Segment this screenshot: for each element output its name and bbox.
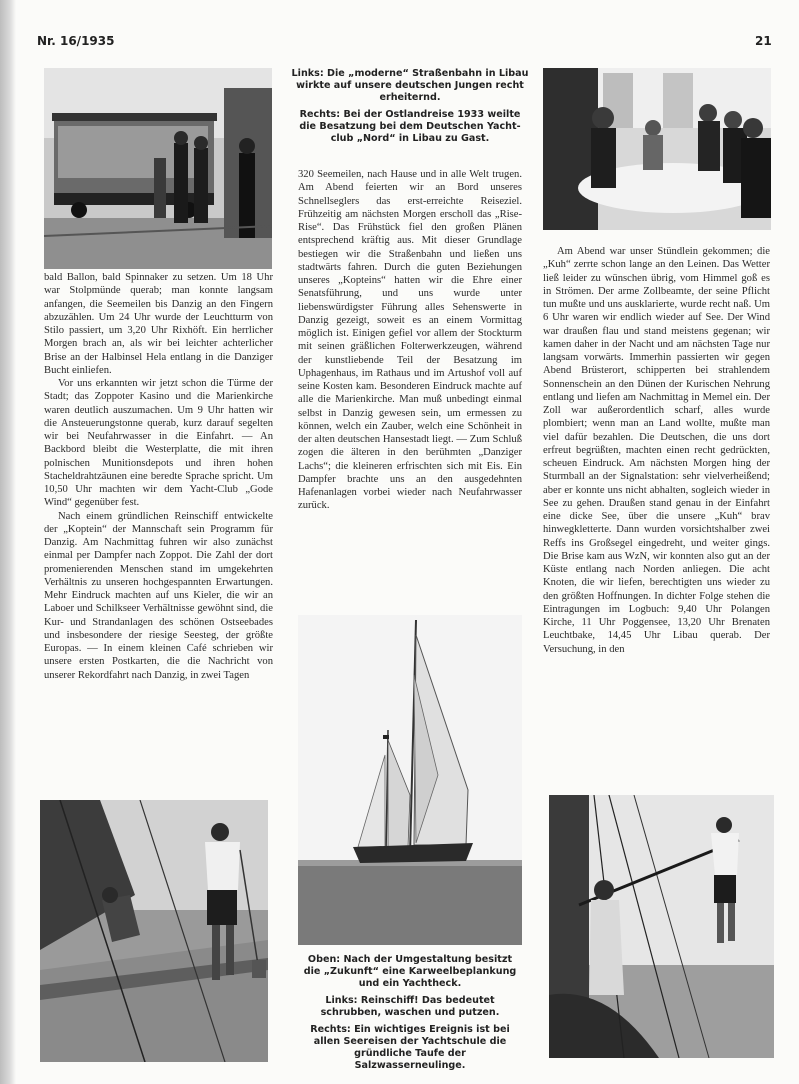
photo-yacht-zukunft <box>298 615 522 945</box>
col1-paragraph-2: Vor uns erkannten wir jetzt schon die Türme der Stadt; das Zoppoter Kasino und die Marienkirche waren deutlich auszumachen. Um 9 Uhr hatten wir die Ansteuerungstonne querab, kurz darauf segelten wir bei Neufahrwasser in die Einfahrt. — An Backbord bleibt die Westerplatte, die mit ihren polnischen Munitionsdepots und ihren hohen Stacheldrahtzäunen eine beredte Sprache spricht. Um 10,50 Uhr machten wir dem Yacht-Club „Gode Wind“ gegenüber fest. <box>44 378 273 509</box>
caption-taufe: Rechts: Ein wichtiges Ereignis ist bei allen Seereisen der Yachtschule die gründliche Taufe der Salzwasserneulinge. <box>310 1024 510 1071</box>
caption-yachtclub: Rechts: Bei der Ostlandreise 1933 weilte die Besatzung bei dem Deutschen Yacht-club „Nord“ in Libau zu Gast. <box>299 109 521 144</box>
issue-number: Nr. 16/1935 <box>37 34 115 48</box>
caption-block-bottom <box>298 954 522 1077</box>
caption-block-top <box>290 68 530 150</box>
caption-reinschiff: Links: Reinschiff! Das bedeutet schrubben, waschen und putzen. <box>320 995 500 1018</box>
col1-paragraph-1: bald Ballon, bald Spinnaker zu setzen. Um 18 Uhr war Stolpmünde querab; man konnte langsam anfangen, die Seemeilen bis Danzig an den Fingern abzuzählen. Um 24 Uhr wurde der Leuchtturm von Stilo passiert, um 3,20 Uhr Rixhöft. Ein herrlicher Morgen brach an, als wir bei leichter achterlicher Brise an der Halbinsel Hela entlang in die Danziger Bucht einliefen. <box>44 272 273 376</box>
text-column-1 <box>44 271 273 682</box>
page-spine-shadow <box>0 0 16 1084</box>
col1-paragraph-3: Nach einem gründlichen Reinschiff entwickelte der „Koptein“ der Mannschaft sein Programm für Danzig. Am Nachmittag fuhren wir also zunächst einmal per Dampfer nach Zoppot. Die Zahl der dort promenierenden Menschen stand im umgekehrten Verhältnis zu unseren hochgespannten Erwartungen. Mehr Eindruck machten auf uns Kieler, die wir an Laboer und Schilkseer Verhältnisse gewöhnt sind, die Kur- und Strandanlagen des schönen Ostseebades und insbesondere der riesige Seesteg, der größte Europas. — In einem kleinen Café schrieben wir unsere ersten Postkarten, die die Nachricht von unserer Rekordfahrt nach Danzig, in zwei Tagen <box>44 510 273 681</box>
photo-yachtclub-dinner <box>543 68 771 230</box>
col3-paragraph-1: Am Abend war unser Stündlein gekommen; die „Kuh“ zerrte schon lange an den Leinen. Das Wetter ließ leider zu wünschen übrig, vom Himmel goß es in Strömen. Der arme Zollbeamte, der seine Pflicht tun mußte und uns ausklarierte, wurde recht naß. Um 6 Uhr waren wir endlich wieder auf See. Der Wind war draußen flau und stand meistens gegenan; wir kamen daher in der Nacht und am nächsten Tage nur langsam vorwärts. Immerhin passierten wir gegen Abend Brüsterort, schipperten bei strahlendem Sonnenschein an den Dünen der Kurischen Nehrung entlang und liefen am Nachmittag in Memel ein. Der Zoll war außerordentlich scharf, alles wurde plombiert; wenn man an Land wollte, mußte man viel dafür bezahlen. Die Deutschen, die uns dort erfreut begrüßten, machten einen recht gedrückten, scheuen Eindruck. Am nächsten Morgen hing der Sturmball an der Signalstation: sehr vielverheißend; aber er konnte uns nicht abhalten, sogleich wieder in See zu gehen. Draußen stand genau in der Einfahrt eine dicke See, über die unsere „Kuh“ brav hinwegkletterte. Dann wurden vorsichtshalber zwei Reffs ins Großsegel eingedreht, und weiter gings. Die Brise kam aus WzN, wir konnten also gut an der Küste entlang nach Norden anliegen. Die acht Knoten, die wir liefen, berechtigten uns wieder zu den größten Hoffnungen. In dichter Folge stehen die Eintragungen im Logbuch: 9,40 Uhr Polangen Kirche, 11 Uhr Poggensee, 13,20 Uhr Brenaten Leuchtbake, 14,45 Uhr Libau querab. Der Versuchung, in den <box>543 246 770 655</box>
photo-salzwassertaufe <box>549 795 774 1058</box>
text-column-3 <box>543 245 770 656</box>
caption-zukunft: Oben: Nach der Umgestaltung besitzt die „Zukunft“ eine Karweelbeplankung und ein Yachtheck. <box>303 954 517 989</box>
page-number: 21 <box>755 34 772 48</box>
col2-paragraph-1: 320 Seemeilen, nach Hause und in alle Welt trugen. Am Abend feierten wir an Bord unseres Schnellseglers das erst-erreichte Reiseziel. Frühzeitig am nächsten Morgen erscholl das „Rise-Rise“. Das Frühstück fiel den großen Plänen entsprechend kräftig aus. Mit dieser Grundlage bestiegen wir die Straßenbahn und ließen uns stadtwärts fahren. Durch die guten Beziehungen unseres „Kopteins“ hatten wir die Ehre einer Senatsführung, und uns wurde unter liebenswürdigster Führung alles Sehenswerte in Danzig gezeigt, soweit es an einem Vormittag möglich ist. Einigen gefiel vor allem der Stockturm mit seinen gräßlichen Folterwerkzeugen, während der kunstliebende Teil der Besatzung im Uphagenhaus, im Rathaus und im Artushof voll auf seine Kosten kam. Besonderen Eindruck machte auf alle die Marienkirche. Man muß unbedingt einmal selbst in Danzig gewesen sein, um ermessen zu können, welch ein Zauber, welch eine Schönheit in der alten deutschen Hansestadt liegt. — Zum Schluß zogen die älteren in den berühmten „Danziger Lachs“; die kleineren erfrischten sich mit Eis. Ein Dampfer brachte uns an den ausgedehnten Hafenanlagen vorbei wieder nach Neufahrwasser zurück. <box>298 169 522 512</box>
photo-tram-libau <box>44 68 272 269</box>
text-column-2 <box>298 168 522 513</box>
photo-reinschiff <box>40 800 268 1062</box>
caption-tram: Links: Die „moderne“ Straßenbahn in Libau wirkte auf unsere deutschen Jungen recht erheiternd. <box>291 68 529 103</box>
